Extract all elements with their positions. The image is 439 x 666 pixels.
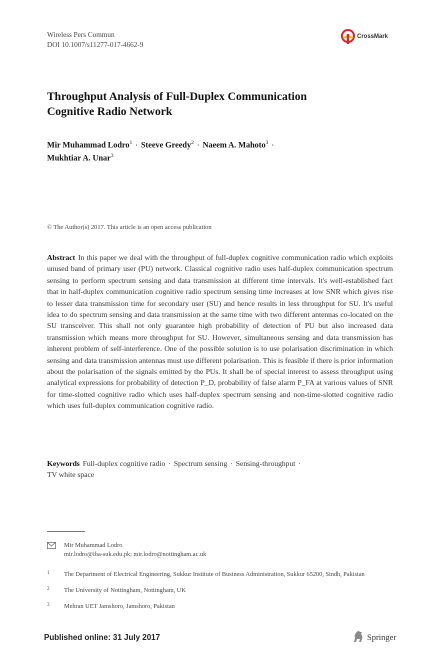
affiliation-number: 3 (47, 603, 50, 608)
abstract-label: Abstract (47, 253, 76, 262)
author-line (47, 151, 377, 164)
author-separator: · (135, 140, 138, 150)
published-date: Published online: 31 July 2017 (44, 633, 161, 642)
author-affil-ref: 3 (110, 153, 114, 160)
keyword: TV white space (47, 470, 95, 480)
author-name[interactable]: Naeem A. Mahoto (202, 140, 266, 150)
abstract (47, 252, 393, 412)
author-affil-ref: 1 (129, 140, 133, 146)
springer-horse-icon (352, 630, 364, 643)
affiliation-text: The Department of Electrical Engineering, Sukkur Institute of Business Administration, Sukkur 65200, Sindh, Pakistan (64, 571, 365, 578)
affiliations (47, 570, 377, 618)
keyword-separator: · (168, 459, 171, 468)
doi[interactable]: DOI 10.1007/s11277-017-4662-9 (47, 41, 144, 49)
keyword-separator: · (230, 459, 233, 468)
author-affil-ref: 2 (191, 140, 194, 146)
abstract-text: In this paper we deal with the throughput of full-duplex cognitive communication radio which exploits unused band of primary user (PU) network. Classical cognitive radio uses half-duplex communication spectrum sensing to perform spectrum sensing and data transmission at different time intervals. It's well-established fact that in half-duplex communication cognitive radio spectrum sensing time increases at low SNR which gives rise to lesser data transmission time for secondary user (SU) and hence results in less throughput for SU. It's useful idea to do spectrum sensing and data transmission at the same time with two different antennas co-located on the SU transceiver. This shall not only guarantee high probability of detection of PU but also increased data transmission which means more throughput for SU. However, simultaneous sensing and data transmission has inherent problem of self-interference. One of the possible solution is to use polarisation discrimination in which sensing and data transmission antennas must use different polarisation. This is feasible if there is prior information about the polarisation of the signals emitted by the PUs. It shall be of special interest to assess throughput using analytical expressions for probability of detection P_D, probability of false alarm P_FA at various values of SNR for time-slotted cognitive radio which uses half-duplex spectrum sensing and non-time-slotted cognitive radio which uses full-duplex communication cognitive radio. (47, 253, 393, 411)
affiliation-item (47, 602, 377, 611)
corresponding-author (47, 541, 387, 559)
mail-icon (47, 542, 56, 549)
crossmark-badge[interactable] (341, 27, 401, 47)
footnote-divider (47, 531, 85, 532)
contact-email[interactable]: mir.lodro@iba-suk.edu.pk; mir.lodro@nottingham.ac.uk (64, 551, 207, 558)
author-name[interactable]: Steeve Greedy (140, 140, 192, 150)
author-affil-ref: 3 (265, 140, 269, 146)
affiliation-text: Mehran UET Jamshoro, Jamshoro, Pakistan (64, 603, 175, 610)
contact-name: Mir Muhammad Lodro (64, 542, 123, 549)
keyword: Spectrum sensing (173, 459, 228, 468)
journal-header (47, 30, 143, 50)
springer-label: Springer (367, 631, 397, 642)
title-line: Cognitive Radio Network (47, 105, 173, 118)
article-title (47, 90, 347, 119)
affiliation-number: 2 (47, 587, 50, 592)
springer-logo (352, 630, 396, 643)
keywords (47, 458, 393, 481)
copyright-notice: © The Author(s) 2017. This article is an open access publication (47, 224, 212, 231)
keywords-label: Keywords (47, 459, 80, 468)
journal-name: Wireless Pers Commun (47, 31, 115, 39)
author-separator: · (271, 140, 275, 150)
crossmark-icon (341, 29, 355, 45)
author-line (47, 138, 377, 151)
title-line: Throughput Analysis of Full-Duplex Communication (47, 91, 307, 103)
keyword: Full-duplex cognitive radio (82, 459, 166, 468)
author-separator: · (196, 140, 200, 150)
affiliation-item (47, 586, 377, 595)
author-name[interactable]: Mukhtiar A. Unar (47, 153, 111, 163)
crossmark-label: CrossMark (357, 34, 389, 40)
affiliation-item (47, 570, 377, 579)
affiliation-text: The University of Nottingham, Nottingham, UK (64, 587, 186, 594)
keyword-separator: · (298, 459, 301, 468)
author-name[interactable]: Mir Muhammad Lodro (47, 140, 130, 150)
author-list (47, 138, 377, 164)
contact-name-line (47, 541, 387, 550)
affiliation-number: 1 (47, 571, 50, 576)
keyword: Sensing-throughput (235, 459, 296, 468)
